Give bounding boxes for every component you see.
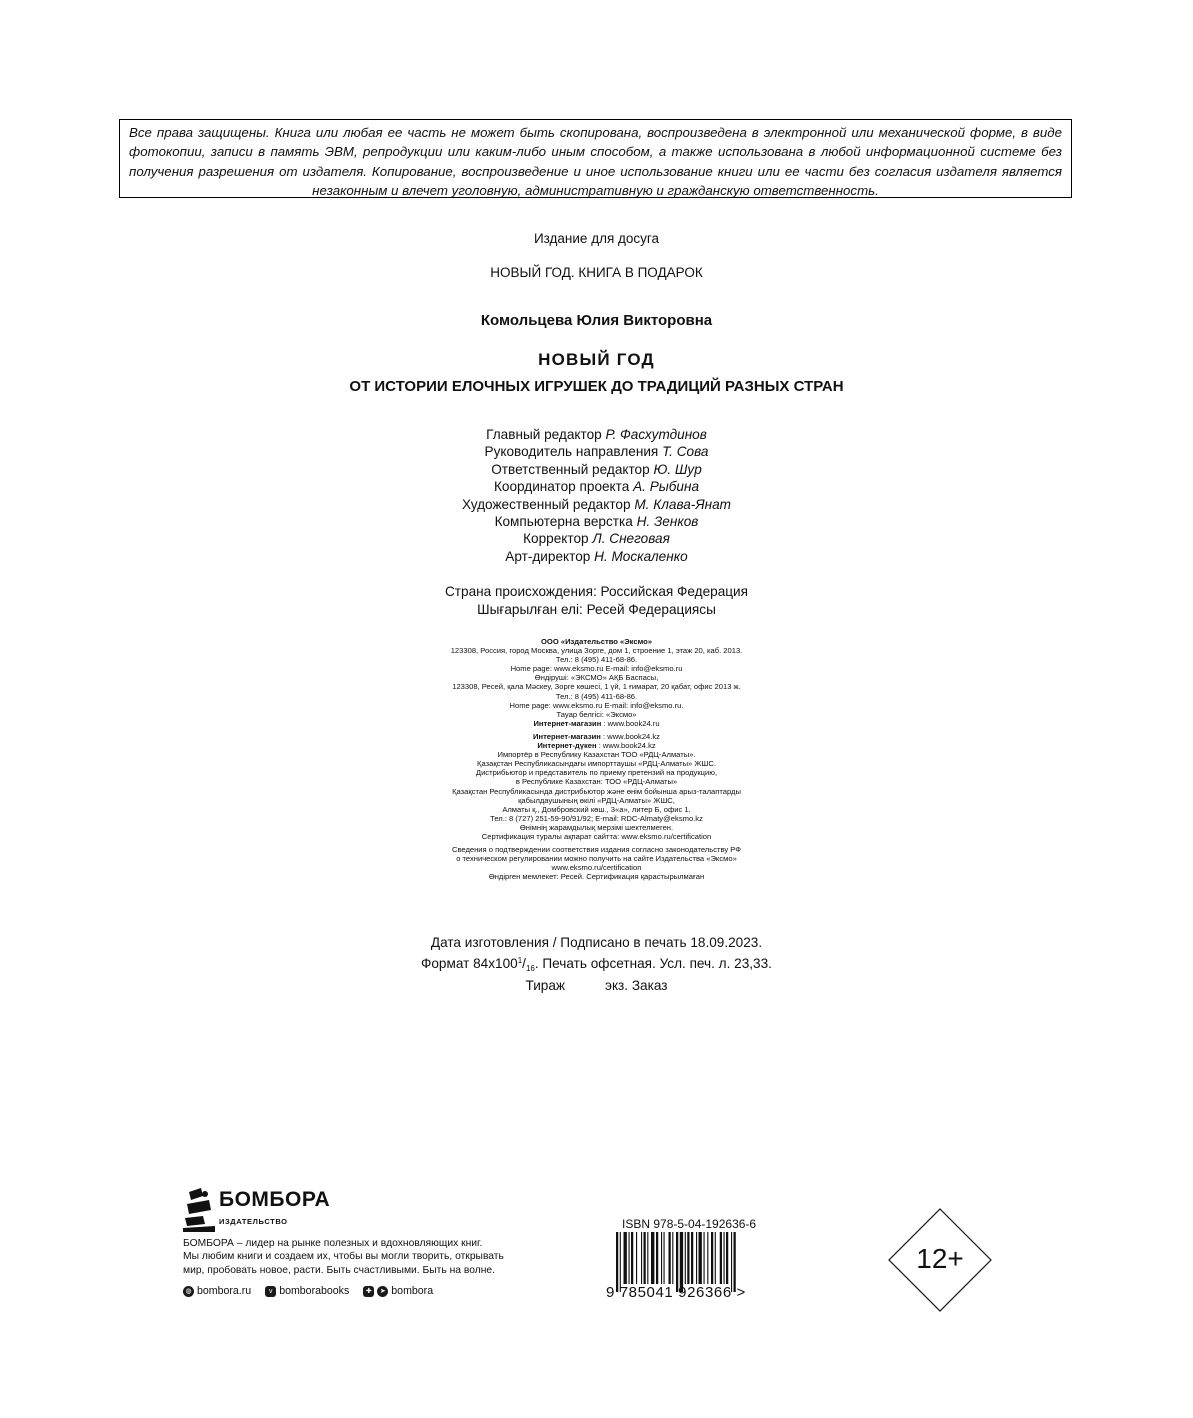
vk-link[interactable]: v bomborabooks <box>265 1285 349 1297</box>
credit-line: Арт-директор Н. Москаленко <box>505 548 688 564</box>
bombora-logo <box>183 1188 331 1232</box>
publisher-name: ООО «Издательство «Эксмо» <box>541 637 652 646</box>
kz-line: Қазақстан Республикасындағы импорттаушы «РДЦ-Алматы» ЖШС. <box>477 759 716 769</box>
barcode-bar <box>680 1232 683 1292</box>
kz-line: Қазақстан Республикасында дистрибьютор және өнім бойынша арыз-талаптарды <box>452 786 741 796</box>
kz-line: Өнімнің жарамдылық мерзімі шектелмеген. <box>519 822 674 832</box>
credit-line: Координатор проекта А. Рыбина <box>493 479 700 495</box>
cert-line: о техническом регулировании можно получить на сайте Издательства «Эксмо» <box>456 854 737 864</box>
age-rating: 12+ <box>916 1243 964 1274</box>
logo-sub: ИЗДАТЕЛЬСТВО <box>219 1217 288 1226</box>
social-links <box>183 1285 433 1297</box>
print-info <box>0 934 1193 995</box>
vk-icon: v <box>265 1286 276 1297</box>
kz-line: қабылдаушының өкілі «РДЦ-Алматы» ЖШС, <box>518 795 675 805</box>
barcode-bar <box>629 1232 630 1284</box>
barcode-bar <box>644 1232 646 1284</box>
barcode-bar <box>669 1232 671 1284</box>
logo-name: БОМБОРА <box>219 1188 331 1211</box>
online-shop-kz-2: Интернет-дүкен : www.book24.kz <box>537 741 656 751</box>
bombora-figure-icon <box>183 1188 217 1232</box>
barcode-digits: 9 785041 926366 > <box>606 1284 746 1301</box>
publisher-kz-name: Өндіруші: «ЭКСМО» АҚБ Баспасы, <box>534 673 659 683</box>
publisher-info <box>0 637 1193 881</box>
barcode-bar <box>715 1232 716 1284</box>
site-link[interactable]: ◍ bombora.ru <box>183 1285 251 1297</box>
kz-line: Тел.: 8 (727) 251-59-90/91/92; E-mail: RDC-Almaty@eksmo.kz <box>490 813 703 823</box>
online-shop-kz: Интернет-магазин : www.book24.kz <box>533 731 660 741</box>
publisher-kz-home-page: Home page: www.eksmo.ru E-mail: info@eksmo.ru. <box>509 700 684 710</box>
barcode-bar <box>726 1232 728 1284</box>
barcode-bar <box>664 1232 665 1284</box>
barcode-bar <box>647 1232 648 1284</box>
barcode-bar <box>699 1232 702 1284</box>
edition-type: Издание для досуга <box>533 231 660 246</box>
barcode-bar <box>616 1232 618 1292</box>
publisher-kz-phone: Тел.: 8 (495) 411-68-86. <box>555 691 638 701</box>
cert-line: Өндірген мемлекет: Ресей. Сертификация қарастырылмаған <box>488 872 705 882</box>
kz-line: в Республике Казахстан: ТОО «РДЦ-Алматы» <box>515 777 678 787</box>
barcode-bar <box>624 1232 627 1284</box>
credit-line: Компьютерна верстка Н. Зенков <box>494 514 699 530</box>
author-name: Комольцева Юлия Викторовна <box>480 312 713 329</box>
barcode-bar <box>641 1232 642 1284</box>
barcode-bar <box>636 1232 637 1284</box>
isbn-label: ISBN 978-5-04-192636-6 <box>622 1217 757 1231</box>
print-date: Дата изготовления / Подписано в печать 18.09.2023. <box>430 935 763 950</box>
barcode-bar <box>687 1232 689 1284</box>
origin-kz: Шығарылған елі: Ресей Федерациясы <box>477 602 716 617</box>
barcode-bar <box>731 1232 732 1292</box>
barcode-bar <box>651 1232 654 1284</box>
credits-list <box>0 426 1193 565</box>
credit-line: Художественный редактор М. Клава-Янат <box>462 496 731 512</box>
barcode-bar <box>631 1232 633 1284</box>
telegram-link[interactable]: ✚ ➤ bombora <box>363 1285 433 1297</box>
publisher-home-page: Home page: www.eksmo.ru E-mail: info@eksmo.ru <box>510 664 683 674</box>
origin-block <box>0 583 1193 619</box>
barcode-bar <box>685 1232 686 1284</box>
online-shop-ru: Интернет-магазин : www.book24.ru <box>533 718 660 728</box>
series-title: НОВЫЙ ГОД. КНИГА В ПОДАРОК <box>490 265 703 280</box>
brand-slogan <box>183 1237 563 1277</box>
publisher-address: 123308, Россия, город Москва, улица Зорге, дом 1, строение 1, этаж 20, каб. 2013. <box>450 646 743 656</box>
barcode-bar <box>704 1232 705 1284</box>
cert-line: Сведения о подтверждении соответствия издания согласно законодательству РФ <box>451 845 742 855</box>
barcode-bar <box>691 1232 693 1284</box>
rights-notice-box <box>119 119 1072 198</box>
print-format: Формат $84x100^1/_{16}$. Печать офсетная. Усл. печ. л. 23,33. <box>421 955 772 973</box>
publisher-trademark: Тауар белгісі: «Эксмо» <box>556 709 637 719</box>
barcode-bar <box>696 1232 697 1284</box>
publisher-kz-address: 123308, Ресей, қала Мәскеу, Зорге көшесі, 1 үй, 1 ғимарат, 20 қабат, офис 2013 ж. <box>452 682 741 692</box>
barcode-bar <box>620 1232 621 1292</box>
kz-line: Алматы қ., Домбровский көш., 3«а», литер Б, офис 1. <box>502 804 691 814</box>
barcode-bar <box>656 1232 658 1284</box>
ok-icon: ✚ <box>363 1286 374 1297</box>
print-tirazh: Тираж экз. Заказ <box>525 978 668 994</box>
publisher-phone: Тел.: 8 (495) 411-68-86. <box>555 655 638 665</box>
telegram-icon: ➤ <box>377 1286 388 1297</box>
credit-line: Главный редактор Р. Фасхутдинов <box>486 427 707 442</box>
origin-ru: Страна происхождения: Российская Федерация <box>444 584 749 599</box>
barcode-bar <box>661 1232 662 1284</box>
credit-line: Руководитель направления Т. Сова <box>484 444 709 460</box>
credit-line: Корректор Л. Снеговая <box>523 531 670 547</box>
kz-line: Дистрибьютор и представитель по приему претензий на продукцию, <box>475 768 718 778</box>
barcode-bar <box>724 1232 725 1284</box>
cert-line: www.eksmo.ru/certification <box>551 863 642 873</box>
barcode-bar <box>707 1232 708 1284</box>
barcode-bar <box>711 1232 713 1284</box>
kz-line: Сертификация туралы ақпарат сайтта: www.eksmo.ru/certification <box>481 831 712 841</box>
kz-line: Импортёр в Республику Казахстан ТОО «РДЦ-Алматы». <box>497 750 696 760</box>
book-subtitle: ОТ ИСТОРИИ ЕЛОЧНЫХ ИГРУШЕК ДО ТРАДИЦИЙ РАЗНЫХ СТРАН <box>349 378 844 395</box>
barcode-bar <box>676 1232 678 1292</box>
rights-notice-text: Все права защищены. Книга или любая ее часть не может быть скопирована, воспроизведена в электронной или механической форме, в виде фотокопии, записи в память ЭВМ, репродукции или каким-либо иным способом, а также использована в любой информационной системе без получения разрешения от издателя. Копирование, воспроизведение и иное использование книги или ее части без согласия издателя является незаконным и влечет уголовную, административную и гражданскую ответственность. <box>129 125 1062 199</box>
barcode <box>616 1232 776 1292</box>
barcode-bar <box>720 1232 722 1284</box>
slogan-line: Мы любим книги и создаем их, чтобы вы могли творить, открывать <box>183 1251 504 1263</box>
book-title: НОВЫЙ ГОД <box>538 350 655 369</box>
slogan-line: мир, пробовать новое, расти. Быть счастливыми. Быть на волне. <box>183 1264 496 1276</box>
slogan-line: БОМБОРА – лидер на рынке полезных и вдохновляющих книг. <box>183 1238 483 1249</box>
globe-icon: ◍ <box>183 1286 194 1297</box>
barcode-bar <box>672 1232 673 1284</box>
barcode-bar <box>734 1232 736 1292</box>
credit-line: Ответственный редактор Ю. Шур <box>491 461 702 477</box>
